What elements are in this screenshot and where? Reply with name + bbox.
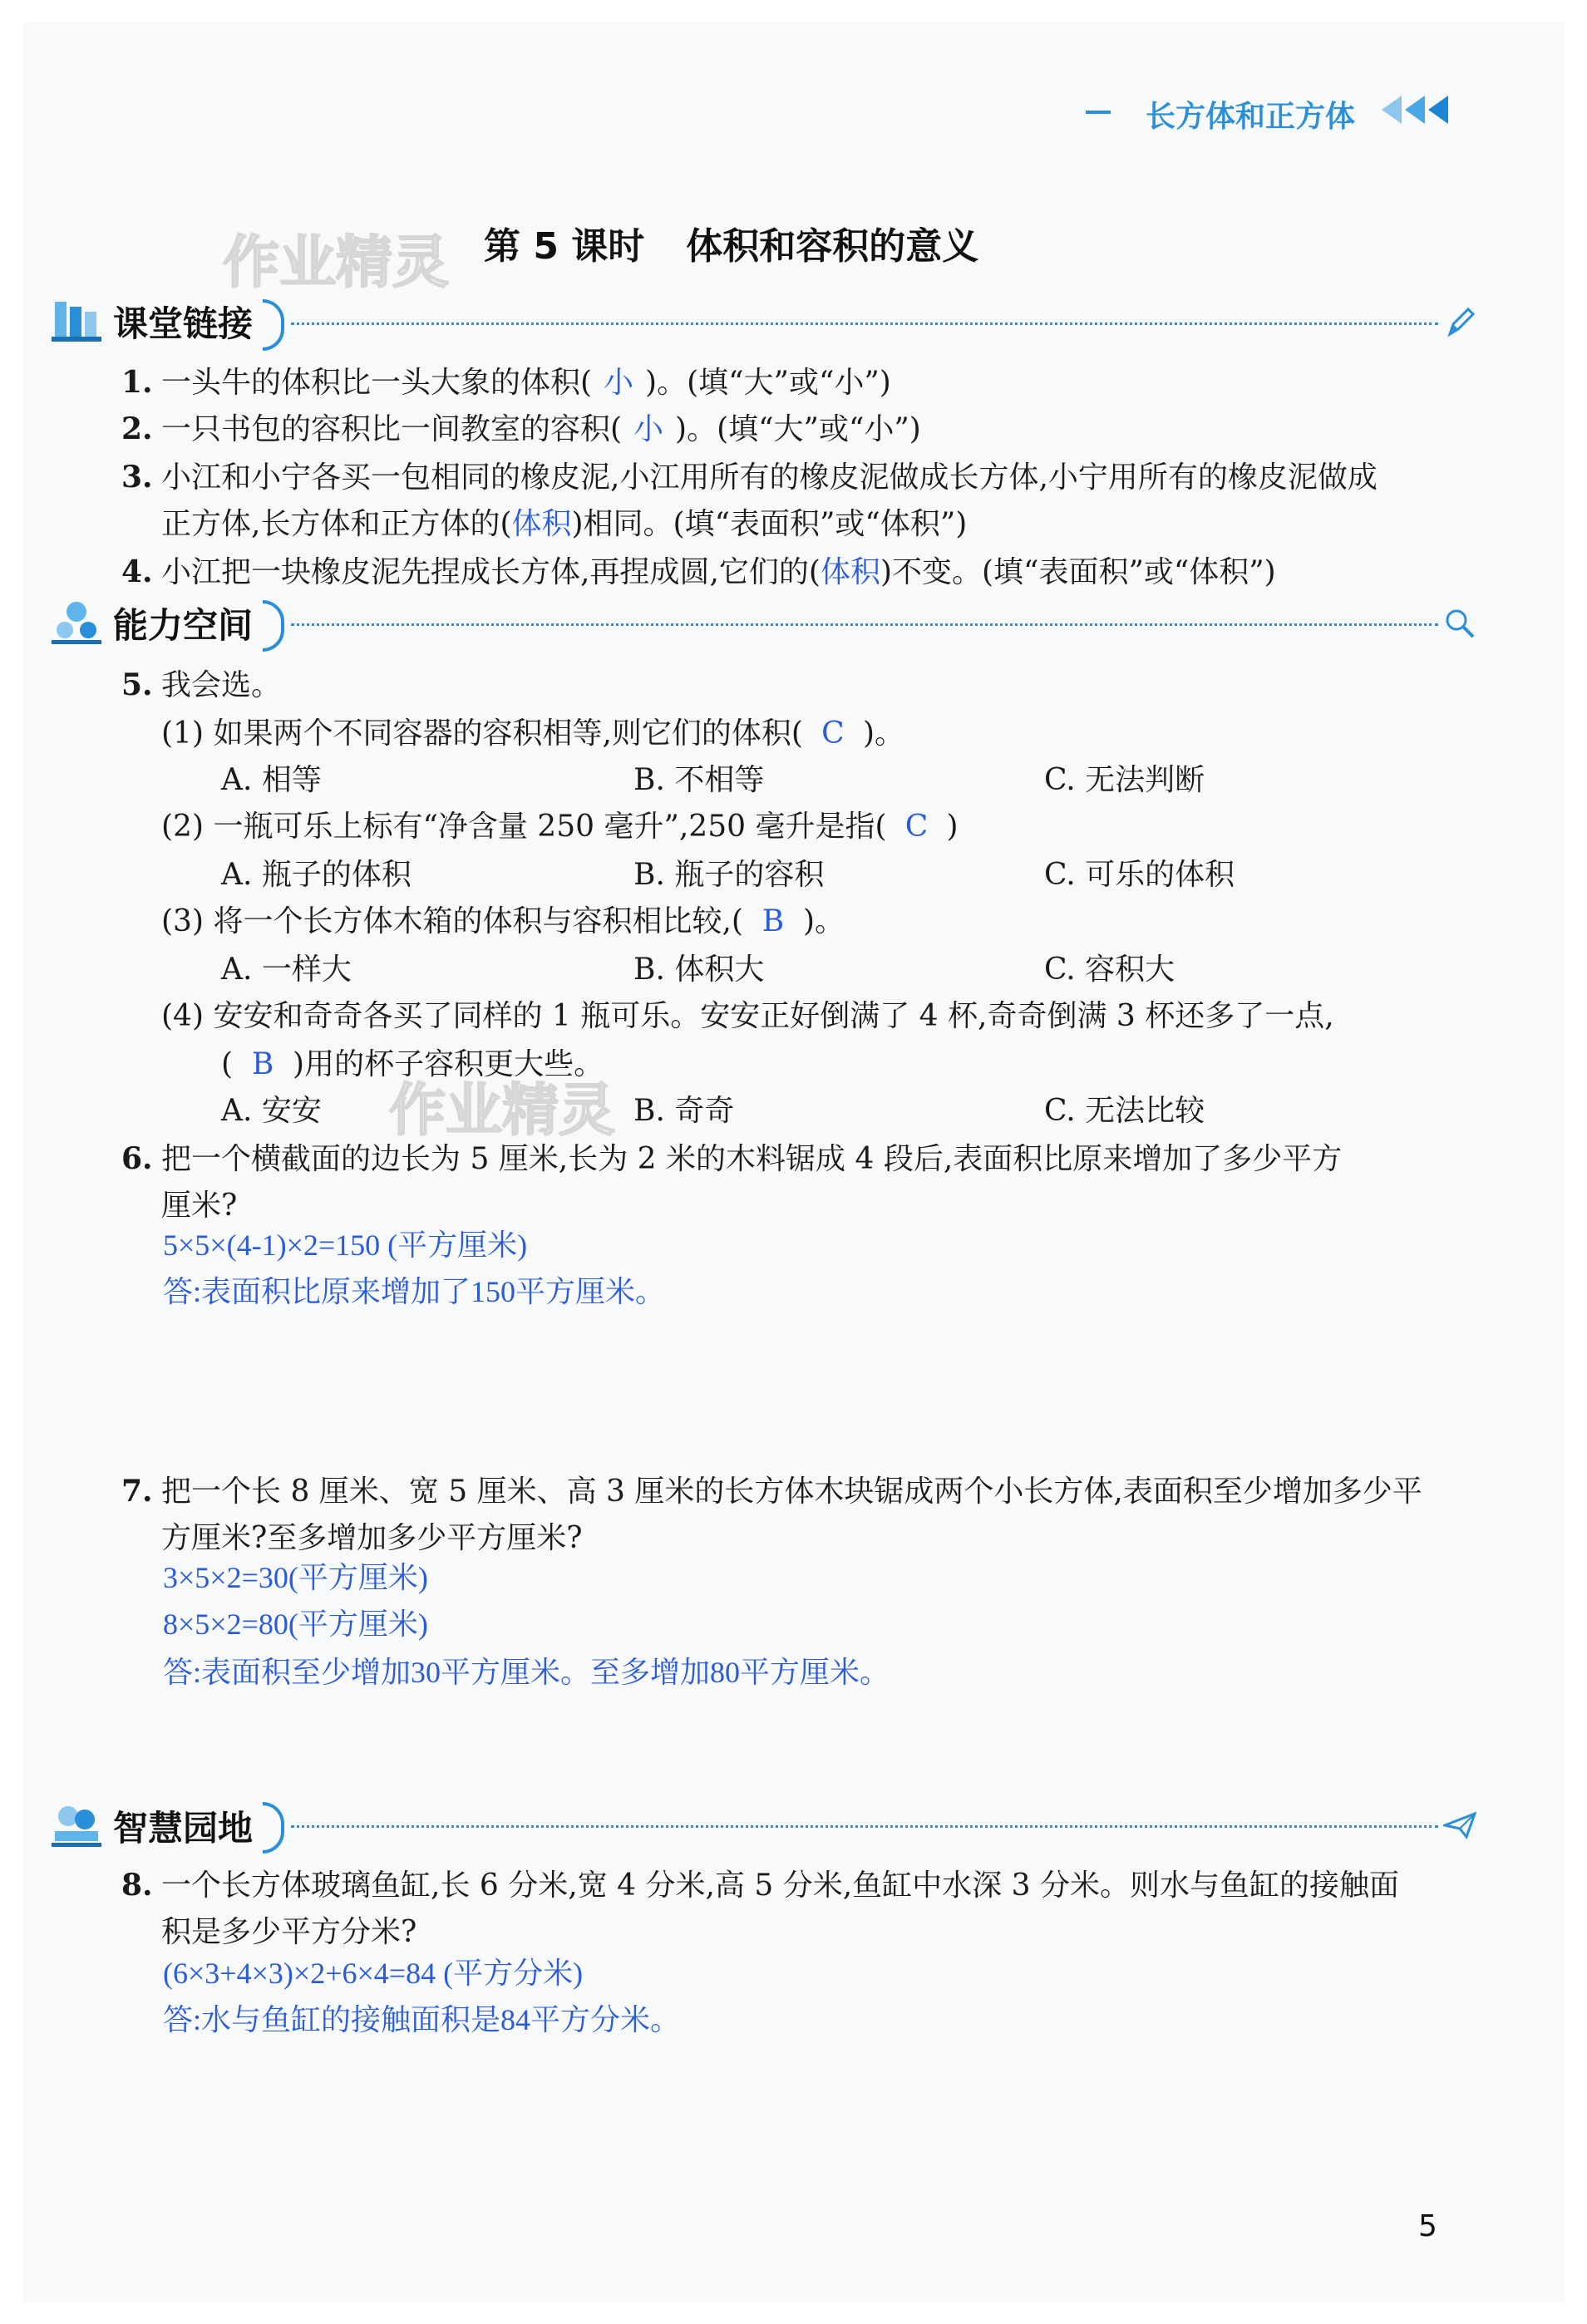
q6-calculation: 5×5×(4-1)×2=150 (平方厘米): [163, 1228, 528, 1262]
option-b: B. 体积大: [633, 953, 765, 987]
option-a: A. 一样大: [221, 953, 352, 987]
question-8: 8. 一个长方体玻璃鱼缸,长 6 分米,宽 4 分米,高 5 分米,鱼缸中水深 3 分米。则水与鱼缸的接触面: [121, 1868, 1399, 1903]
answer: C: [904, 810, 929, 844]
option-c: C. 容积大: [1044, 953, 1175, 987]
question-6-line2: 厘米?: [161, 1189, 238, 1223]
q5-part3: (3) 将一个长方体木箱的体积与容积相比较,( B )。: [161, 904, 845, 938]
question-5: 5. 我会选。: [121, 667, 282, 702]
q7-calculation-1: 3×5×2=30(平方厘米): [163, 1561, 428, 1594]
option-b: B. 不相等: [633, 763, 765, 797]
answer: 小: [604, 366, 634, 400]
pencil-icon: [1445, 306, 1475, 342]
answer: C: [821, 716, 845, 751]
option-c: C. 无法判断: [1044, 763, 1205, 797]
watermark: 作业精灵: [389, 1078, 616, 1144]
q8-calculation: (6×3+4×3)×2+6×4=84 (平方分米): [163, 1957, 584, 1990]
answer: 小: [633, 412, 664, 446]
section-icon: [52, 597, 101, 650]
question-1: 1. 一头牛的体积比一头大象的体积( 小 )。(填“大”或“小”): [121, 359, 891, 401]
section-divider: [291, 623, 1438, 626]
q5-part4-line2: ( B )用的杯子容积更大些。: [221, 1047, 604, 1081]
q7-calculation-2: 8×5×2=80(平方厘米): [163, 1608, 428, 1641]
option-a: A. 相等: [221, 763, 322, 797]
question-3-line2: 正方体,长方体和正方体的(体积)相同。(填“表面积”或“体积”): [161, 507, 968, 541]
q5-part4: (4) 安安和奇奇各买了同样的 1 瓶可乐。安安正好倒满了 4 杯,奇奇倒满 3 杯还多了一点,: [161, 999, 1334, 1033]
option-b: B. 奇奇: [633, 1094, 735, 1128]
q8-answer: 答:水与鱼缸的接触面积是84平方分米。: [163, 2003, 681, 2036]
section-divider: [291, 1825, 1438, 1828]
question-8-line2: 积是多少平方分米?: [161, 1915, 417, 1949]
lesson-number: 第 5 课时: [484, 225, 645, 268]
q5-part2: (2) 一瓶可乐上标有“净含量 250 毫升”,250 毫升是指( C ): [161, 810, 959, 844]
page-number: 5: [1418, 2209, 1437, 2243]
header-dash: [1086, 111, 1111, 114]
lesson-topic: 体积和容积的意义: [686, 225, 979, 268]
lesson-title: [484, 216, 978, 269]
magnifier-icon: [1443, 607, 1476, 643]
section-icon: [52, 1800, 101, 1853]
section-title-ketang: 课堂链接: [113, 303, 254, 344]
question-7: 7. 把一个长 8 厘米、宽 5 厘米、高 3 厘米的长方体木块锯成两个小长方体,表面积至少增加多少平: [121, 1474, 1422, 1509]
section-title-nengli: 能力空间: [113, 605, 254, 646]
option-b: B. 瓶子的容积: [633, 858, 825, 892]
header-arrows-icon: [1382, 96, 1448, 124]
option-c: C. 可乐的体积: [1044, 858, 1235, 892]
question-6: 6. 把一个横截面的边长为 5 厘米,长为 2 米的木料锯成 4 段后,表面积比原来增加了多少平方: [121, 1141, 1343, 1176]
watermark: 作业精灵: [223, 230, 450, 296]
answer: 体积: [820, 555, 880, 589]
chapter-header: 长方体和正方体: [1146, 100, 1356, 134]
answer: 体积: [511, 507, 572, 541]
q5-part1: (1) 如果两个不同容器的容积相等,则它们的体积( C )。: [161, 716, 904, 751]
option-c: C. 无法比较: [1044, 1094, 1205, 1128]
option-a: A. 瓶子的体积: [221, 858, 412, 892]
q6-answer: 答:表面积比原来增加了150平方厘米。: [163, 1275, 666, 1308]
answer: B: [761, 904, 785, 938]
question-2: 2. 一只书包的容积比一间教室的容积( 小 )。(填“大”或“小”): [121, 406, 921, 448]
question-4: 4. 小江把一块橡皮泥先捏成长方体,再捏成圆,它们的(体积)不变。(填“表面积”或“体积”): [121, 554, 1276, 589]
paper-plane-icon: [1443, 1810, 1476, 1844]
section-divider: [291, 323, 1438, 325]
section-icon: [52, 295, 101, 348]
option-a: A. 安安: [221, 1094, 322, 1128]
section-title-zhihui: 智慧园地: [113, 1808, 254, 1849]
answer: B: [251, 1047, 274, 1081]
question-7-line2: 方厘米?至多增加多少平方厘米?: [161, 1521, 583, 1555]
q7-answer: 答:表面积至少增加30平方厘米。至多增加80平方厘米。: [163, 1656, 890, 1689]
question-3: 3. 小江和小宁各买一包相同的橡皮泥,小江用所有的橡皮泥做成长方体,小宁用所有的橡皮泥做成: [121, 460, 1378, 495]
